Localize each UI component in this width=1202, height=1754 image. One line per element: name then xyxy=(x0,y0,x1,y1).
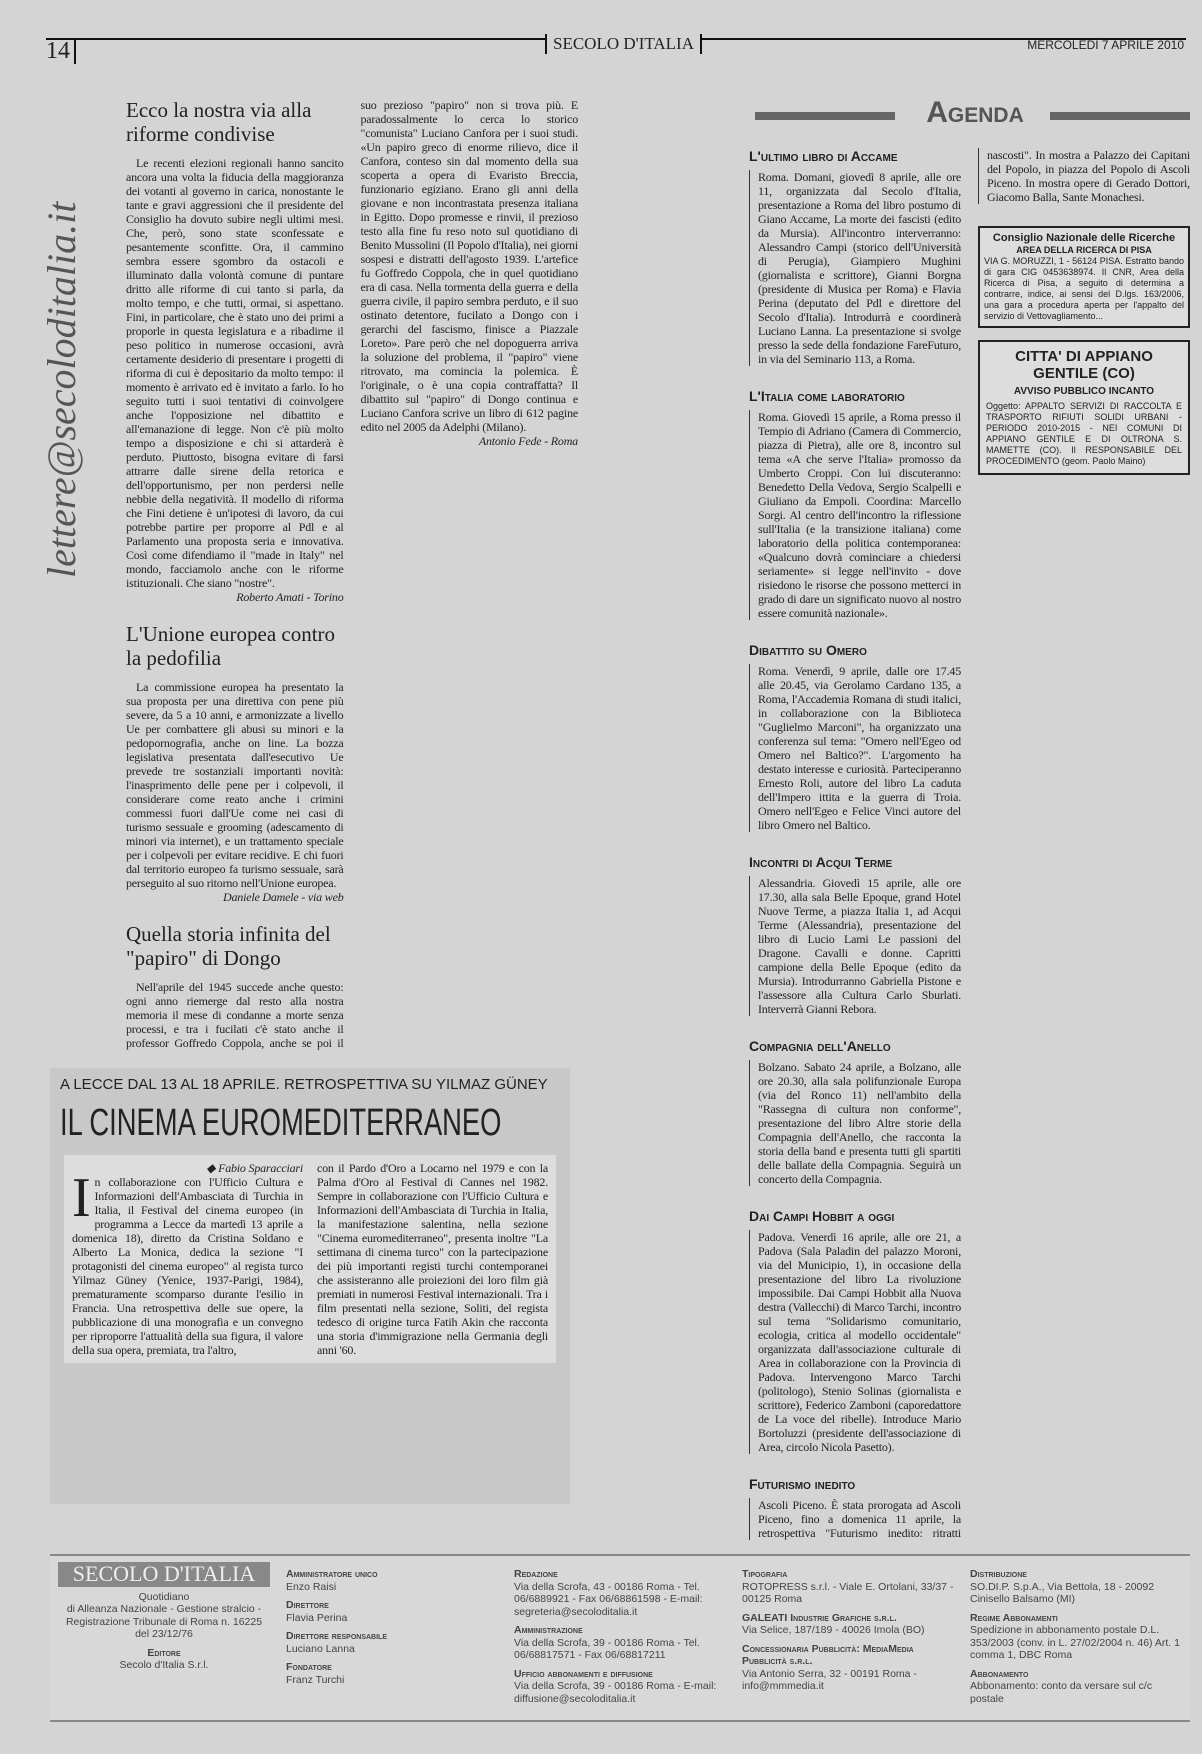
drop-cap: I xyxy=(72,1167,91,1229)
ad-subtitle: AREA DELLA RICERCA DI PISA xyxy=(1016,245,1152,255)
colophon-value: Via della Scrofa, 39 - 00186 Roma - E-mail: diffusione@secoloditalia.it xyxy=(514,1680,717,1705)
appiano-ad xyxy=(978,340,1190,475)
agenda-text: Roma. Giovedì 15 aprile, a Roma presso il Tempio di Adriano (Camera di Commercio, piazza di Pietra), alle ore 8, incontro sul tema «A che serve l'Italia» promosso da Umberto Croppi. Con lui discuteranno: Benedetto Della Vedova, Sergio Scalpelli e Giuliano da Empoli. Coordina: Marcello Sorgi. Al centro dell'incontro la riflessione sull'Italia (e la transizione italiana) come laboratorio della politica contemporanea: «Qualcuno dovrà cominciare a chiedersi seriamente» si legge nell'invito - dove risiedono le risorse che possono metterci in grado di dare un significato nuovo al nostro essere comunità nazionale». xyxy=(749,410,961,620)
colophon-value: Abbonamento: conto da versare sul c/c postale xyxy=(970,1680,1153,1705)
agenda-heading: Dibattito su Omero xyxy=(749,642,867,658)
letter-text: Le recenti elezioni regionali hanno sancito ancora una volta la fiducia della maggioranza dei votanti al governo in carica, nonostante le tante e gravi aggressioni che il presidente del Consiglio ha dovuto subire negli ultimi mesi. Che, però, sono state sconfessate e pesantemente sconfitte. Ora, il cammino sembra essere sgombro da ostacoli e illuminato dalla volontà comune di puntare dritto alle riforme di cui tanto si parla, da molto tempo, e che tutti, ormai, si aspettano. Fini, in particolare, che è stato uno dei primi a proporle in questa legislatura e a ribadirne il peso politico in numerose occasioni, avrà certamente desiderio di presentare i progetti di riforma di cui è depositario da molto tempo: il momento è arrivato ed è invitato a farlo. Io ho seguito tutti i suoi tentativi di coinvolgere anche l'opposizione nel dibattito e all'emanazione di legge. Non c'è più molto tempo a disposizione e chi si attarderà è perduto. Piuttosto, bisogna evitare di farsi attrarre dalle sirene della retorica e dell'opportunismo, per non perdersi nelle nebbie della negatività. Il modello di riforma che Fini detiene è un'ipotesi di lavoro, da cui potrebbe partire per proporre al Pdl e al Parlamento una proposta seria e innovativa. Così come difendiamo il "made in Italy" nel mondo, facciamolo anche con le riforme istituzionali. Che siano "nostre". xyxy=(126,156,344,590)
colophon-value: Via della Scrofa, 43 - 00186 Roma - Tel. 06/6889921 - Fax 06/68861598 - E-mail: segreteria@secoloditalia.it xyxy=(514,1580,703,1618)
colophon xyxy=(50,1554,1190,1722)
article-kicker: A LECCE DAL 13 AL 18 APRILE. RETROSPETTIVA SU YILMAZ GÜNEY xyxy=(60,1076,548,1093)
letter-title: Ecco la nostra via alla riforme condivise xyxy=(126,98,312,146)
colophon-label: Abbonamento xyxy=(970,1667,1029,1680)
agenda-heading: Dai Campi Hobbit a oggi xyxy=(749,1208,895,1224)
ad-body: VIA G. MORUZZI, 1 - 56124 PISA. Estratto bando di gara CIG 0453638974. Il CNR, Area della Ricerca di Pisa, a seguito di determina a contrarre, indice, ai sensi del D.lgs. 163/2006, una gara a procedura aperta per l'appalto del servizio di Vettovagliamento... xyxy=(984,256,1184,321)
agenda-heading: L'ultimo libro di Accame xyxy=(749,148,898,164)
colophon-column xyxy=(278,1556,506,1720)
colophon-label: GALEATI Industrie Grafiche s.r.l. xyxy=(742,1611,897,1624)
page-number: 14 xyxy=(46,38,76,64)
letter-signature: Roberto Amati - Torino xyxy=(236,590,344,604)
agenda-section xyxy=(749,148,1190,1540)
agenda-heading: L'Italia come laboratorio xyxy=(749,388,905,404)
colophon-column xyxy=(734,1556,962,1720)
colophon-label: Concessionaria Pubblicità: MediaMedia Pubblicità s.r.l. xyxy=(742,1642,914,1667)
colophon-label: Regime Abbonamenti xyxy=(970,1611,1058,1624)
cnr-ad xyxy=(978,226,1190,328)
colophon-label: Tipografia xyxy=(742,1568,788,1580)
article-author: ◆ Fabio Sparacciari xyxy=(206,1161,303,1175)
colophon-value: ROTOPRESS s.r.l. - Viale E. Ortolani, 33/37 - 00125 Roma xyxy=(742,1580,954,1605)
colophon-label: Amministratore unico xyxy=(286,1568,378,1580)
colophon-value: Franz Turchi xyxy=(286,1673,345,1686)
ad-title: CITTA' DI APPIANO GENTILE (CO) xyxy=(1015,348,1153,382)
colophon-column xyxy=(962,1556,1190,1720)
colophon-value: di Alleanza Nazionale - Gestione stralcio - Registrazione Tribunale di Roma n. 16225 del 23/12/76 xyxy=(65,1603,263,1640)
masthead: SECOLO D'ITALIA xyxy=(545,34,702,54)
colophon-label: Direttore responsabile xyxy=(286,1630,387,1642)
cinema-article xyxy=(50,1068,570,1504)
agenda-text: Ascoli Piceno. È stata prorogata ad Ascoli Piceno, fino a domenica 11 aprile, la retrospettiva "Futurismo inedito: ritratti nascosti". In mostra a Palazzo dei Capitani del Popolo, in piazza del Popolo di Ascoli Piceno. In mostra opere di Gerado Dottori, Giacomo Balla, Sante Monachesi. xyxy=(749,148,1190,1540)
colophon-value: Flavia Perina xyxy=(286,1611,348,1624)
ad-title: Consiglio Nazionale delle Ricerche xyxy=(992,232,1176,244)
agenda-bar-right xyxy=(1050,112,1190,120)
letter-text: La commissione europea ha presentato la sua proposta per una direttiva con pene più severe, da 5 a 10 anni, e armonizzate a livello Ue per combattere gli abusi su minori e la pedopornografia, anche on line. La bozza legislativa presentata dall'esecutivo Ue prevede tre sostanziali importanti novità: l'inasprimento delle pene per i colpevoli, il considerare come reato anche i crimini commessi fuori dall'Ue come nei casi di turismo sessuale e grooming (adescamento di minori via internet), e un trattamento speciale per i colpevoli per evitare recidive. E chi fuori dal territorio europeo fa turismo sessuale, sarà perseguito al suo ritorno nell'Unione europea. xyxy=(126,680,344,890)
colophon-label: Redazione xyxy=(514,1568,558,1580)
colophon-label: Quotidiano xyxy=(138,1590,190,1603)
colophon-label: Fondatore xyxy=(286,1661,332,1673)
agenda-text: Padova. Venerdì 16 aprile, alle ore 21, a Padova (Sala Paladin del palazzo Moroni, via del Municipio, 1), in occasione della presentazione del libro La rivoluzione impossibile. Dai Campi Hobbit alla Nuova destra (Vallecchi) di Marco Tarchi, incontro sul tema "Solidarismo comunitario, ecologia, critica al modello occidentale" organizzata dall'associazione culturale di Area in collaborazione con la Provincia di Padova. Intervengono Marco Tarchi (politologo), Stenio Solinas (giornalista e scrittore), Federico Zamboni (caporedattore de La voce del ribelle). Introduce Mario Bortoluzzi (presidente dell'associazione di Area, circolo Nicola Pasetto). xyxy=(749,1230,961,1454)
colophon-value: Secolo d'Italia S.r.l. xyxy=(119,1659,209,1671)
article-text: n collaborazione con l'Ufficio Cultura e Informazioni dell'Ambasciata di Turchia in Italia, il Festival del cinema europeo (in programma a Lecce da martedì 13 aprile a domenica 18), diretto da Cristina Soldano e Alberto La Monica, dedica la sezione "I protagonisti del cinema europeo" al regista turco Yilmaz Güney (Yenice, 1937-Parigi, 1984), prematuramente scomparso durante l'esilio in Francia. Una retrospettiva delle sue opere, la pubblicazione di una monografia e un convegno per riproporre l'attualità della sua figura, il valore della sua opera, premiata, tra l'altro, xyxy=(72,1175,303,1357)
colophon-value: SO.DI.P. S.p.A., Via Bettola, 18 - 20092 Cinisello Balsamo (MI) xyxy=(970,1580,1155,1605)
colophon-label: Editore xyxy=(147,1646,181,1659)
agenda-title: Agenda xyxy=(926,96,1024,129)
agenda-bar-left xyxy=(755,112,895,120)
colophon-label: Distribuzione xyxy=(970,1568,1027,1580)
ad-body: Oggetto: APPALTO SERVIZI DI RACCOLTA E TRASPORTO RIFIUTI SOLIDI URBANI - PERIODO 2010-2015 - NEI COMUNI DI APPIANO GENTILE E DI OLTRONA S. MAMETTE (CO). Il RESPONSABILE DEL PROCEDIMENTO (geom. Paolo Maino) xyxy=(986,401,1182,466)
letter-title: Quella storia infinita del "papiro" di Dongo xyxy=(126,922,331,970)
article-text: con il Pardo d'Oro a Locarno nel 1979 e con la Palma d'Oro al Festival di Cannes nel 1982. Sempre in collaborazione con l'Ufficio Cultura e Informazioni dell'Ambasciata di Turchia in Italia, la manifestazione salentina, nella sezione "Cinema euromediterraneo", presenta inoltre "La settimana di cinema turco" con la partecipazione dei più importanti registi turchi contemporanei che assisteranno alle proiezioni dei loro film già premiati in numerosi Festival internazionali. Tra i film presentati nella sezione, Soliti, del regista tedesco di origine turca Fatih Akin che racconta una storia d'immigrazione nella Germania degli anni '60. xyxy=(317,1161,548,1357)
agenda-heading: Incontri di Acqui Terme xyxy=(749,854,893,870)
colophon-value: Spedizione in abbonamento postale D.L. 353/2003 (conv. in L. 27/02/2004 n. 46) Art. 1 comma 1, DBC Roma xyxy=(970,1624,1180,1661)
colophon-value: Via Selice, 187/189 - 40026 Imola (BO) xyxy=(742,1624,925,1636)
article-title: IL CINEMA EUROMEDITERRANEO xyxy=(60,1102,502,1144)
colophon-value: Via della Scrofa, 39 - 00186 Roma - Tel. 06/68817571 - Fax 06/68817211 xyxy=(514,1636,700,1661)
letter-text: Nell'aprile del 1945 succede anche questo: ogni anno riemerge dal resto alla nostra memoria il mese di condanne a morte senza processi, e tra i fucilati c'è stato anche il professor Goffredo Coppola, anche se poi il suo prezioso "papiro" non si trova più. E paradossalmente lo cerca lo storico "comunista" Luciano Canfora per i suoi studi. «Un papiro greco di enorme rilievo, dice il Canfora, conteso sin dal momento della sua scoperta a opera di Evaristo Breccia, funzionario egiziano. Erano gli anni della giovane e non incontrastata presenza italiana in Egitto. Dopo promesse e rinvii, il prezioso testo alla fine fu reso noto sul quotidiano di Benito Mussolini (Il Popolo d'Italia), nei giorni sospesi e distratti dell'agosto 1939. L'artefice fu Goffredo Coppola, che in quel quotidiano era di casa. Nella tormenta della guerra e della guerra civile, il papiro sembra perduto, e il suo ostinato detentore, fucilato a Dongo con i gerarchi del fascismo, finisce a Piazzale Loreto». Pare però che nel dopoguerra arriva la soluzione del problema, il "papiro" viene ritrovato, ma comincia la polemica. È l'originale, o è una copia contraffatta? Il dibattito sul "papiro" di Dongo continua e Luciano Canfora scrive un libro di 612 pagine edito nel 2005 da Adelphi (Milano). xyxy=(126,98,578,1050)
ad-subtitle: AVVISO PUBBLICO INCANTO xyxy=(1013,386,1155,397)
agenda-text: Roma. Domani, giovedì 8 aprile, alle ore 11, organizzata dal Secolo d'Italia, presentazione a Roma del libro postumo di Giano Accame, La morte dei fascisti (edito da Mursia). All'incontro interverranno: Alessandro Campi (storico dell'Università di Perugia), Giampiero Mughini (giornalista e scrittore), Gianni Borgna (presidente di Musica per Roma) e Flavia Perina (deputato del Pdl e direttore del Secolo d'Italia). Introdurrà e coordinerà Luciano Lanna. La presentazione si svolge presso la sede della fondazione FareFuturo, in via del Seminario 113, a Roma. xyxy=(749,170,961,366)
colophon-label: Amministrazione xyxy=(514,1624,583,1636)
letters-email: lettere@secoloditalia.it xyxy=(39,201,84,579)
agenda-heading: Futurismo inedito xyxy=(749,1476,856,1492)
agenda-text: Roma. Venerdì, 9 aprile, dalle ore 17.45 alle 20.45, via Gerolamo Cardano 135, a Roma, l'Accademia Romana di studi italici, in collaborazione con la Biblioteca "Guglielmo Marconi", ha organizzato una conferenza sul tema: "Omero nell'Egeo od Omero nel Baltico?". L'argomento ha destato interesse e curiosità. Parteciperanno Ernesto Roli, autore del libro La caduta dell'Impero ittita e la guerra di Troia. Omero nell'Egeo e Felice Vinci autore del libro Omero nel Baltico. xyxy=(749,664,961,832)
issue-date: MERCOLEDÌ 7 APRILE 2010 xyxy=(1027,38,1184,52)
letter-signature: Antonio Fede - Roma xyxy=(478,434,578,448)
colophon-label: Ufficio abbonamenti e diffusione xyxy=(514,1667,653,1680)
letters-section xyxy=(126,98,578,1056)
letter-signature: Daniele Damele - via web xyxy=(223,890,344,904)
colophon-value: Luciano Lanna xyxy=(286,1642,355,1655)
footer-logo: SECOLO D'ITALIA xyxy=(58,1562,270,1587)
agenda-text: Bolzano. Sabato 24 aprile, a Bolzano, alle ore 20.30, alla sala polifunzionale Europa (via del Ronco 11) nell'ambito della "Rassegna di cultura non conforme", presentazione del libro Altre storie della Compagnia dell'Anello, che racconta la storia della band e presenta tutti gli spartiti delle ballate della Compagnia. Seguirà un concerto della Compagnia. xyxy=(749,1060,961,1186)
colophon-value: Via Antonio Serra, 32 - 00191 Roma - info@mmmedia.it xyxy=(742,1667,917,1692)
agenda-heading: Compagnia dell'Anello xyxy=(749,1038,891,1054)
letter-title: L'Unione europea contro la pedofilia xyxy=(126,622,336,670)
colophon-column xyxy=(506,1556,734,1720)
colophon-label: Direttore xyxy=(286,1599,329,1611)
agenda-text: Alessandria. Giovedì 15 aprile, alle ore 17.30, alla sala Belle Epoque, grand Hotel Nuove Terme, a piazza Italia 1, ad Acqui Terme (Alessandria), presentazione del libro di Lucio Lami Le passioni del Dragone. Cavalli e donne. Capritti campione della Belle Epoque (edito da Mursia). Introdurranno Gabriella Pistone e l'assessore alla Cultura Carlo Sburlati. Interverrà Gianni Rebora. xyxy=(749,876,961,1016)
colophon-value: Enzo Raisi xyxy=(286,1580,337,1593)
